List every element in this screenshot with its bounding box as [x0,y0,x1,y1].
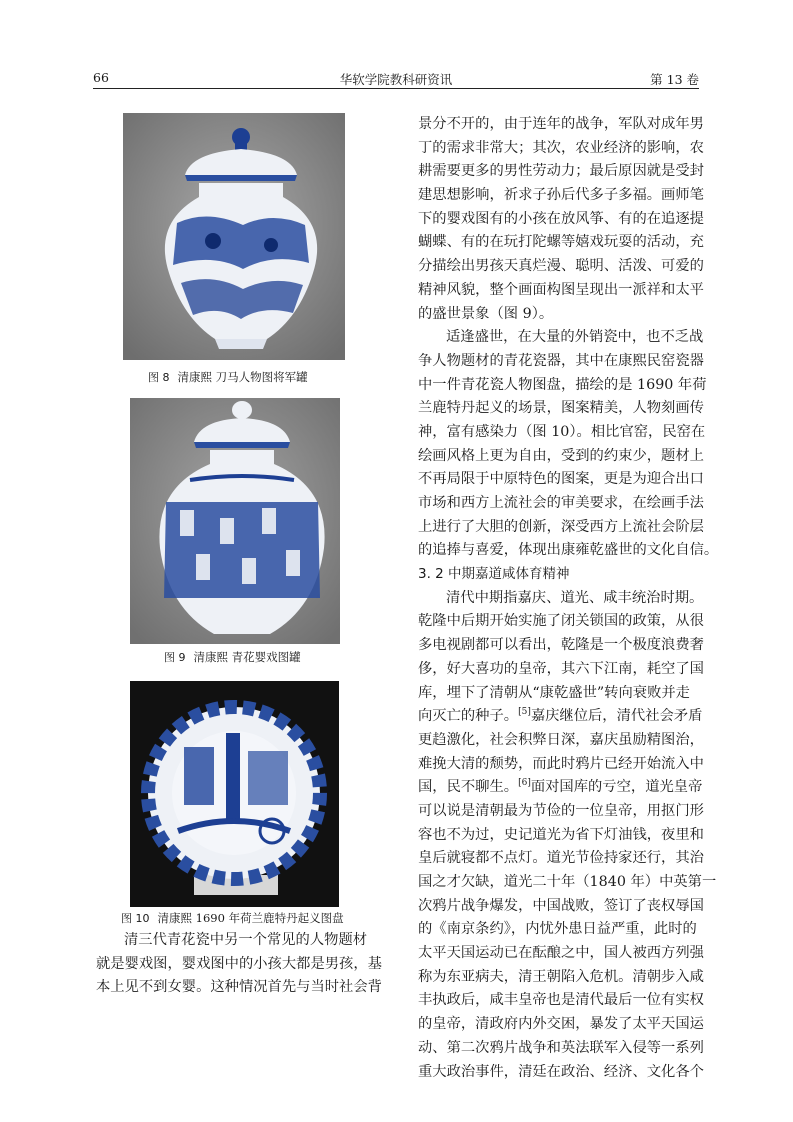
text-line: 景分不开的，由于连年的战争，军队对成年男 [418,116,704,132]
header-rule [93,88,699,89]
text-line: 上进行了大胆的创新，深受西方上流社会阶层 [418,518,704,535]
text-line: 绘画风格上更为自由，受到的约束少，题材上 [418,447,704,464]
text-line: 难挽大清的颓势，而此时鸦片已经开始流入中 [418,755,704,772]
figure-9-caption [164,649,301,665]
text-line: 侈，好大喜功的皇帝，其六下江南，耗空了国 [418,660,704,677]
text-line: 更趋激化，社会积弊日深，嘉庆虽励精图治， [418,731,704,748]
text-line [418,705,708,729]
citation-ref-6[interactable]: [6] [518,778,531,789]
citation-ref-5[interactable]: [5] [518,707,531,718]
rotterdam-dish-photo [130,681,339,907]
text-line: 耕需要更多的男性劳动力；最后原因就是受封 [418,163,704,180]
text-line: 太平天国运动已在酝酿之中，国人被西方列强 [418,945,704,962]
text-line: 库，埋下了清朝从“康乾盛世”转向衰败并走 [418,684,690,701]
text-line: 分描绘出男孩天真烂漫、聪明、活泼、可爱的 [418,258,704,275]
page-number: 66 [93,70,109,85]
text-line: 重大政治事件，清廷在政治、经济、文化各个 [418,1063,704,1080]
text-line: 的皇帝，清政府内外交困，暴发了太平天国运 [418,1016,704,1033]
figure-8-label: 图 8 [148,371,170,384]
text-line: 中一件青花瓷人物图盘，描绘的是 1690 年荷 [418,376,707,393]
text-line: 本上见不到女婴。这种情况首先与当时社会背 [96,979,382,996]
text-line: 动、第二次鸦片战争和英法联军入侵等一系列 [418,1039,704,1056]
figure-8-image [123,113,345,360]
text-fragment: 嘉庆继位后，清代社会矛盾 [530,708,703,725]
text-line: 不再局限于中原特色的图案，更是为迎合出口 [418,471,704,488]
text-line: 丁的需求非常大；其次，农业经济的影响，农 [418,139,704,156]
text-line: 皇后就寝都不点灯。道光节俭持家还行，其治 [418,850,704,867]
figure-9-caption-text: 清康熙 青花婴戏图罐 [193,650,301,664]
text-line: 国之才欠缺，道光二十年（1840 年）中英第一 [418,874,717,890]
left-column-text [96,929,386,1000]
text-line: 建思想影响，祈求子孙后代多子多福。画师笔 [418,187,704,204]
children-jar-photo [130,398,340,644]
text-line: 丰执政后，咸丰皇帝也是清代最后一位有实权 [418,992,704,1009]
section-heading: 3. 2 中期嘉道咸体育精神 [418,566,570,583]
text-line: 多电视剧都可以看出，乾隆是一个极度浪费奢 [418,637,704,654]
figure-9-image [130,398,340,644]
right-column-text [418,113,719,1084]
figure-8-caption-text: 清康熙 刀马人物图将军罐 [177,370,308,384]
text-line: 适逢盛世，在大量的外销瓷中，也不乏战 [446,329,704,346]
text-line: 的盛世景象（图 9）。 [418,305,554,322]
text-line: 蝴蝶、有的在玩打陀螺等嬉戏玩耍的活动，充 [418,234,704,251]
text-line: 争人物题材的青花瓷器，其中在康熙民窑瓷器 [418,352,704,369]
general-jar-photo [123,113,345,360]
text-fragment: 国，民不聊生。 [418,779,519,796]
figure-9-label: 图 9 [164,651,186,664]
text-fragment: 向灭亡的种子。 [418,708,519,725]
running-header [93,70,699,90]
text-line [418,776,708,800]
text-line: 市场和西方上流社会的审美要求，在绘画手法 [418,495,704,511]
text-line: 下的婴戏图有的小孩在放风筝、有的在追逐提 [418,210,704,227]
text-line: 的追捧与喜爱，体现出康雍乾盛世的文化自信。 [418,542,719,559]
text-line: 可以说是清朝最为节俭的一位皇帝，用抠门形 [418,802,704,819]
figure-10-caption [121,910,344,926]
text-line: 次鸦片战争爆发，中国战败，签订了丧权辱国 [418,897,704,914]
volume-label: 第 13 卷 [650,72,699,87]
text-line: 神，富有感染力（图 10）。相比官窑，民窑在 [418,423,706,440]
journal-title: 华软学院教科研资讯 [339,72,453,87]
figure-10-image [130,681,339,907]
text-fragment: 面对国库的亏空，道光皇帝 [530,779,703,796]
text-line: 清三代青花瓷中另一个常见的人物题材 [124,932,368,948]
text-line: 精神风貌，整个画面构图呈现出一派祥和太平 [418,281,704,298]
text-line: 清代中期指嘉庆、道光、咸丰统治时期。 [446,589,704,606]
text-line: 容也不为过，史记道光为省下灯油钱，夜里和 [418,826,704,843]
text-line: 称为东亚病夫，清王朝陷入危机。清朝步入咸 [418,968,704,985]
text-line: 就是婴戏图，婴戏图中的小孩大都是男孩，基 [96,955,382,972]
text-line: 乾隆中后期开始实施了闭关锁国的政策，从很 [418,613,704,630]
figure-10-label: 图 10 [121,912,150,925]
text-line: 的《南京条约》，内忧外患日益严重，此时的 [418,921,697,938]
figure-8-caption [148,369,308,385]
figure-10-caption-text: 清康熙 1690 年荷兰鹿特丹起义图盘 [157,911,344,925]
text-line: 兰鹿特丹起义的场景，图案精美，人物刻画传 [418,400,704,417]
